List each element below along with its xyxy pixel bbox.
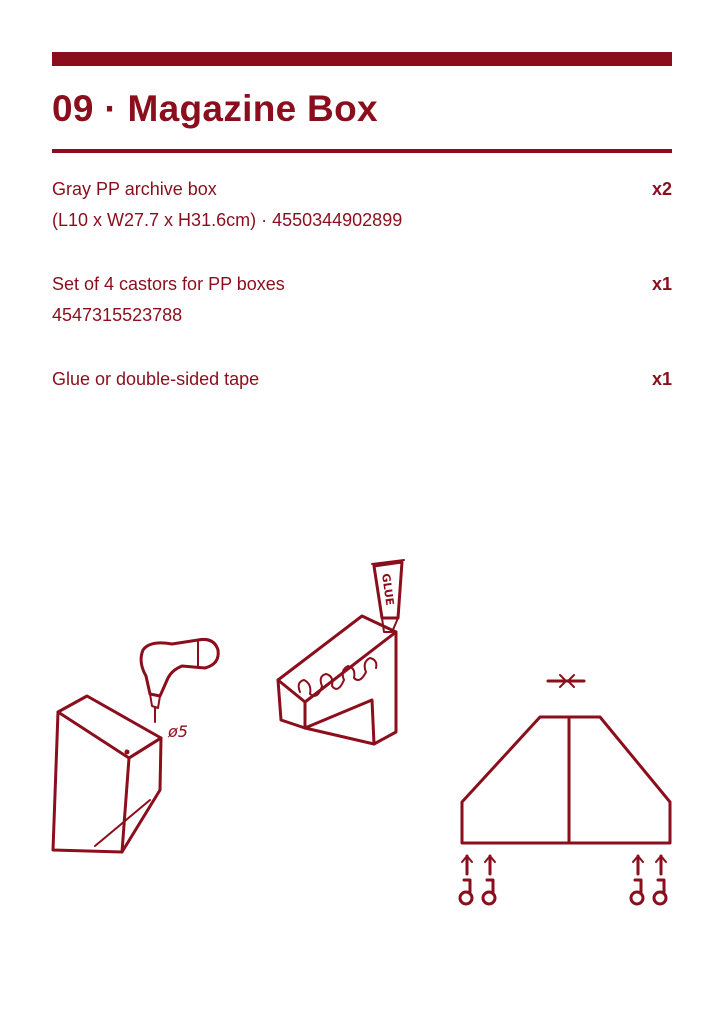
material-name: Glue or double-sided tape [52, 369, 260, 389]
castor-icon [460, 880, 666, 904]
castor-assembly-illustration [460, 675, 670, 904]
material-quantity: x1 [651, 369, 672, 389]
glue-tube-icon [372, 560, 404, 632]
drill-box-illustration [53, 639, 218, 852]
material-detail: 4547315523788 [52, 305, 183, 325]
push-together-icon [548, 675, 584, 687]
page-title: 09 · Magazine Box [52, 88, 378, 129]
material-name: Set of 4 castors for PP boxes [52, 274, 285, 294]
drill-size-label: ø5 [168, 722, 188, 741]
material-quantity: x2 [651, 179, 672, 199]
material-detail: (L10 x W27.7 x H31.6cm) · 4550344902899 [52, 210, 403, 230]
glue-box-illustration [278, 560, 404, 744]
material-quantity: x1 [651, 274, 672, 294]
drill-icon [141, 639, 218, 722]
up-arrow-icon [462, 856, 666, 874]
glue-label: GLUE [379, 572, 397, 607]
material-name: Gray PP archive box [52, 179, 217, 199]
